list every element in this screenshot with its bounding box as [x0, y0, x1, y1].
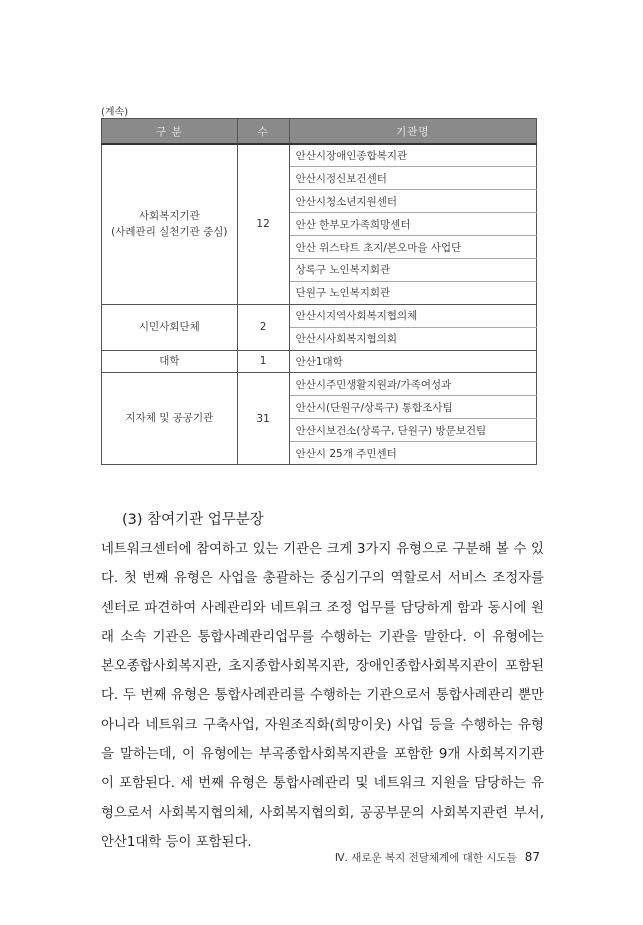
table-row — [102, 373, 537, 396]
participating-institutions-table — [101, 118, 537, 465]
section-title: (3) 참여기관 업무분장 — [122, 512, 264, 528]
institution-name: 안산 위스타트 초지/본오마을 사업단 — [289, 236, 536, 259]
category-cell — [102, 144, 238, 304]
institution-name: 안산시(단원구/상록구) 통합조사팀 — [289, 396, 536, 419]
category-sub-label: (사례관리 실천기관 중심) — [111, 226, 228, 239]
institution-name: 안산시사회복지협의회 — [289, 327, 536, 350]
institution-name: 안산시장애인종합복지관 — [289, 144, 536, 167]
institution-name: 안산시지역사회복지협의체 — [289, 304, 536, 327]
header-category: 구 분 — [102, 119, 238, 145]
count-cell: 1 — [237, 350, 289, 373]
header-institution-name: 기관명 — [289, 119, 536, 145]
institution-name: 안산시 25개 주민센터 — [289, 442, 536, 465]
institution-name: 안산시주민생활지원과/가족여성과 — [289, 373, 536, 396]
category-label: 사회복지기관 — [138, 209, 200, 222]
institution-name: 상록구 노인복지회관 — [289, 258, 536, 281]
category-cell: 지자체 및 공공기관 — [102, 373, 238, 465]
page-footer — [335, 850, 540, 865]
count-cell: 12 — [237, 144, 289, 304]
institution-name: 단원구 노인복지회관 — [289, 281, 536, 304]
table-row — [102, 144, 537, 167]
table-row — [102, 304, 537, 327]
chapter-title: Ⅳ. 새로운 복지 전달체계에 대한 시도들 — [334, 852, 517, 864]
table-header-row — [102, 119, 537, 145]
institution-name: 안산시보건소(상록구, 단원구) 방문보건팀 — [289, 419, 536, 442]
body-paragraph: 네트워크센터에 참여하고 있는 기관은 크게 3가지 유형으로 구분해 볼 수 있다. 첫 번째 유형은 사업을 총괄하는 중심기구의 역할로서 서비스 조정자를 센터로 파견하여 사례관리와 네트워크 조정 업무를 담당하게 함과 동시에 원래 소속 기관은 통합사례관리업무를 수행하는 기관을 말한다. 이 유형에는 본오종합사회복지관, 초지종합사회복지관, 장애인종합사회복지관이 포함된다. 두 번째 유형은 통합사례관리를 수행하는 기관으로서 통합사례관리 뿐만 아니라 네트워크 구축사업, 자원조직화(희망이웃) 사업 등을 수행하는 유형을 말하는데, 이 유형에는 부곡종합사회복지관을 포함한 9개 사회복지기관이 포함된다. 세 번째 유형은 통합사례관리 및 네트워크 지원을 담당하는 유형으로서 사회복지협의체, 사회복지협의회, 공공부문의 사회복지관련 부서, 안산1대학 등이 포함된다. — [101, 542, 544, 850]
institution-name: 안산시정신보건센터 — [289, 167, 536, 190]
page-number: 87 — [524, 850, 540, 864]
category-cell: 시민사회단체 — [102, 304, 238, 350]
institution-name: 안산시청소년지원센터 — [289, 190, 536, 213]
category-cell: 대학 — [102, 350, 238, 373]
header-count: 수 — [237, 119, 289, 145]
institution-name: 안산 한부모가족희망센터 — [289, 213, 536, 236]
count-cell: 31 — [237, 373, 289, 465]
count-cell: 2 — [237, 304, 289, 350]
institution-name: 안산1대학 — [289, 350, 536, 373]
continuation-label: (계속) — [101, 107, 129, 118]
table-row — [102, 350, 537, 373]
